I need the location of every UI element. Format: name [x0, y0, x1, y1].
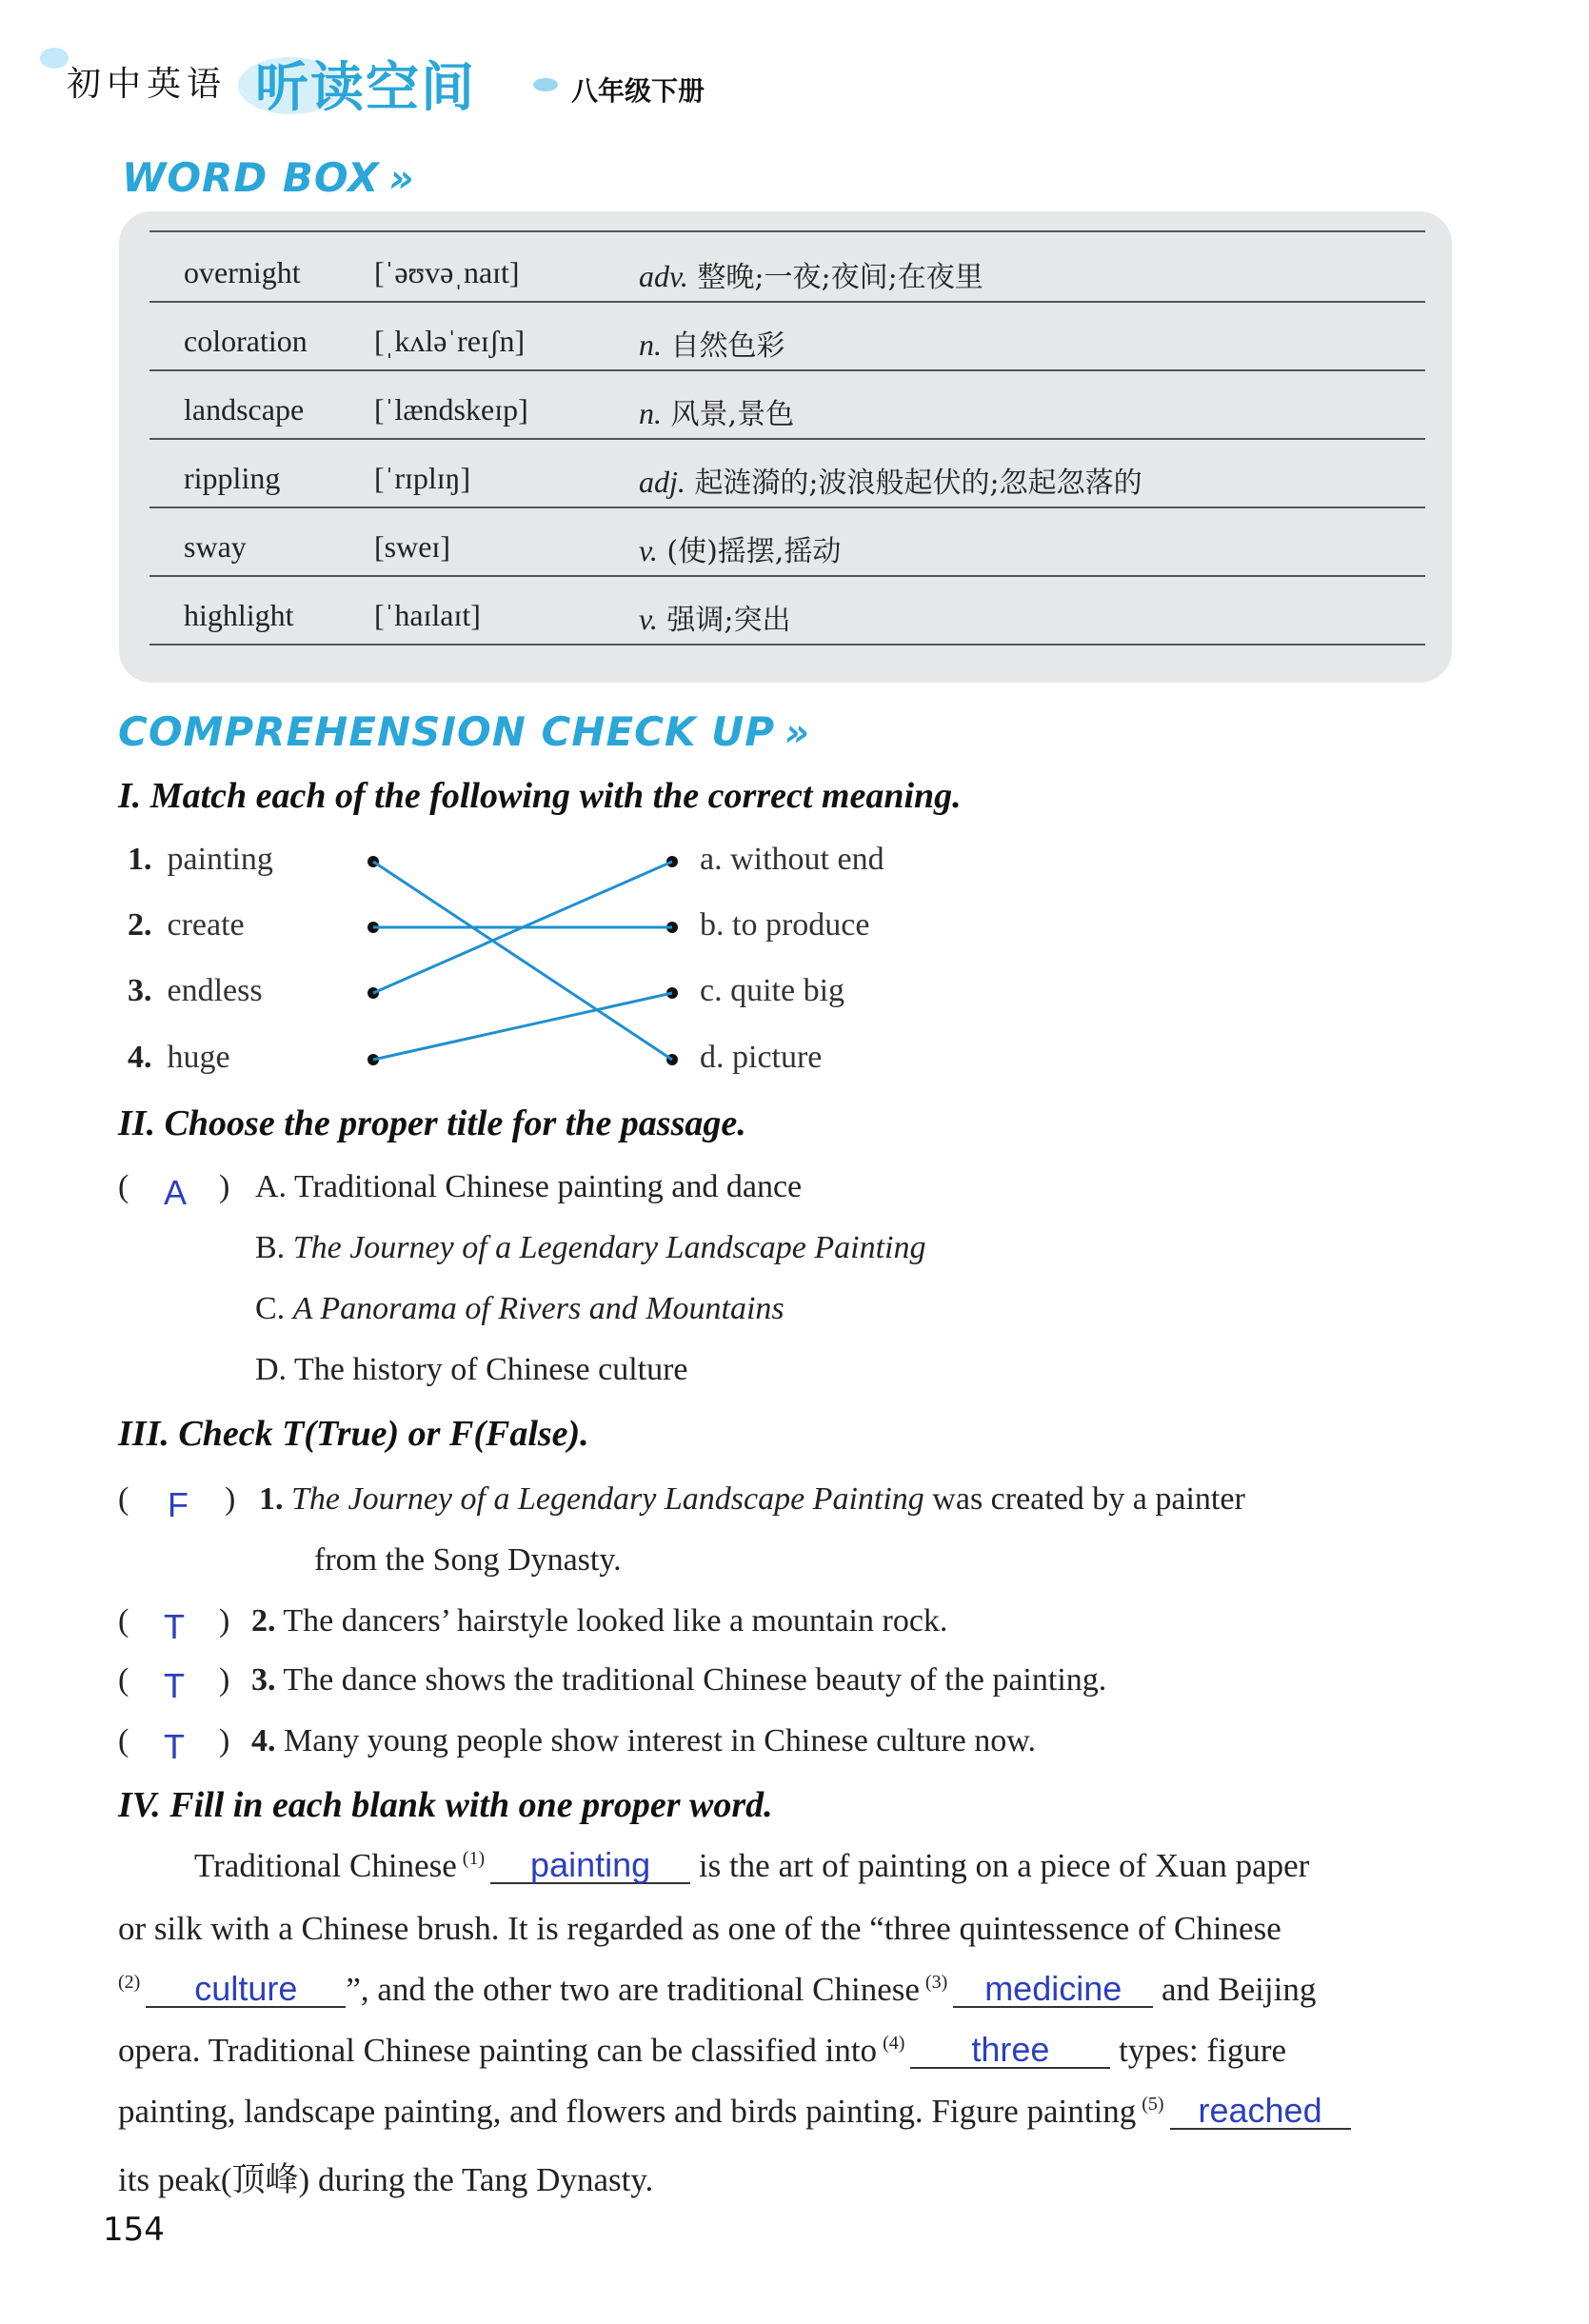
word-box-title: WORD BOX [122, 154, 380, 201]
match-line [373, 862, 672, 1060]
double-chevron-icon: » [388, 157, 415, 201]
double-chevron-icon: » [785, 711, 811, 755]
passage-text: types: figure [1119, 2032, 1287, 2069]
entry-pronunciation: [ˈəʊvəˌnaɪt] [374, 255, 520, 289]
blank-label: (5) [1142, 2094, 1164, 2115]
option-letter: C. [255, 1291, 286, 1326]
entry-meaning: 整晚;一夜;夜间;在夜里 [697, 261, 983, 294]
entry-meaning: 强调;突出 [666, 604, 791, 637]
answer-bracket-close: ) [219, 1662, 230, 1698]
entry-meaning: 风景,景色 [670, 398, 795, 431]
tf-answer: T [164, 1727, 185, 1766]
page-number: 154 [103, 2211, 165, 2249]
match-lines [0, 0, 1589, 1142]
entry-word: highlight [184, 598, 294, 632]
match-right-item: b. to produce [700, 907, 870, 943]
part3-instruction: III. Check T(True) or F(False). [118, 1414, 589, 1454]
entry-meaning: 自然色彩 [670, 329, 785, 363]
entry-pos: n. [639, 328, 662, 362]
match-right-item: a. without end [700, 842, 884, 877]
answer-bracket-open: ( [118, 1481, 129, 1517]
blank-1[interactable]: painting [490, 1848, 690, 1884]
passage-line [118, 1971, 1316, 2009]
answer-bracket-close: ) [219, 1169, 230, 1204]
match-right-item: d. picture [700, 1040, 823, 1075]
tf-statement [259, 1481, 1245, 1518]
blank-3[interactable]: medicine [953, 1972, 1153, 2008]
entry-word: rippling [184, 461, 281, 495]
entry-pos: adv. [639, 259, 688, 293]
passage-line: or silk with a Chinese brush. It is regarded as one of the “three quintessence of Chinese [118, 1910, 1281, 1947]
entry-pos: n. [639, 396, 662, 430]
header-brand: 听读空间 [255, 57, 476, 119]
entry-pronunciation: [ˌkʌləˈreɪʃn] [374, 324, 526, 358]
part1-instruction: I. Match each of the following with the correct meaning. [118, 776, 962, 816]
entry-word: coloration [184, 324, 308, 358]
entry-pos: adj. [639, 465, 685, 499]
item-number: 2. [128, 907, 152, 943]
tf-answer: T [164, 1607, 185, 1646]
passage-line [118, 2093, 1351, 2131]
item-number: 2. [251, 1603, 276, 1639]
answer-bracket-open: ( [118, 1662, 129, 1698]
item-text: painting [167, 842, 273, 877]
header-series: 初中英语 [67, 65, 228, 104]
passage-text: ”, and the other two are traditional Chinese [346, 1971, 920, 2008]
statement-text: The dance shows the traditional Chinese beauty of the painting. [283, 1662, 1107, 1698]
item-number: 4. [251, 1723, 276, 1758]
answer-bracket-close: ) [219, 1723, 230, 1758]
statement-title: The Journey of a Legendary Landscape Painting [291, 1481, 924, 1517]
option-a [255, 1169, 802, 1205]
tf-statement [251, 1723, 1036, 1759]
blank-5[interactable]: reached [1170, 2094, 1351, 2130]
option-letter: A. [255, 1169, 288, 1204]
item-number: 4. [128, 1040, 152, 1075]
match-right-item: c. quite big [700, 973, 845, 1008]
item-text: create [167, 907, 245, 943]
entry-pronunciation: [ˈlændskeɪp] [374, 392, 528, 427]
item-number: 1. [128, 842, 152, 877]
item-number: 3. [128, 973, 152, 1008]
statement-text: was created by a painter [932, 1481, 1245, 1517]
item-text: huge [167, 1040, 230, 1075]
blank-2[interactable]: culture [146, 1972, 346, 2008]
passage-line: its peak(顶峰) during the Tang Dynasty. [118, 2161, 654, 2198]
tf-statement-continued: from the Song Dynasty. [314, 1542, 622, 1578]
blank-label: (3) [924, 1972, 948, 1994]
passage-text: and Beijing [1161, 1971, 1317, 2008]
entry-word: overnight [184, 255, 301, 289]
passage-text: opera. Traditional Chinese painting can be classified into [118, 2032, 878, 2069]
answer-bracket-close: ) [219, 1603, 230, 1639]
option-text: The history of Chinese culture [293, 1352, 688, 1387]
tf-statement [251, 1662, 1106, 1698]
statement-text: Many young people show interest in Chinese culture now. [284, 1723, 1037, 1758]
answer-bracket-open: ( [118, 1603, 129, 1639]
part2-answer: A [164, 1173, 188, 1212]
item-number: 1. [259, 1481, 284, 1517]
option-c [255, 1291, 785, 1327]
option-d [255, 1352, 688, 1388]
comprehension-title: COMPREHENSION CHECK UP [118, 708, 776, 755]
blank-label: (4) [883, 2033, 905, 2055]
part2-instruction: II. Choose the proper title for the passage. [118, 1103, 746, 1143]
entry-pos: v. [639, 602, 658, 636]
passage-line [194, 1847, 1309, 1885]
option-text: A Panorama of Rivers and Mountains [292, 1291, 785, 1326]
option-letter: B. [255, 1230, 286, 1265]
entry-meaning: (使)摇摆,摇动 [666, 535, 842, 568]
option-text: The Journey of a Legendary Landscape Painting [292, 1230, 926, 1265]
option-text: Traditional Chinese painting and dance [293, 1169, 803, 1204]
entry-word: sway [184, 529, 247, 564]
tf-answer: T [164, 1666, 185, 1705]
blank-label: (2) [118, 1972, 141, 1994]
passage-text: Traditional Chinese [194, 1847, 457, 1884]
tf-answer: F [168, 1485, 189, 1524]
passage-text: is the art of painting on a piece of Xuan paper [698, 1847, 1310, 1884]
entry-pronunciation: [ˈhaɪlaɪt] [374, 598, 481, 632]
statement-text: The dancers’ hairstyle looked like a mountain rock. [283, 1603, 948, 1639]
option-letter: D. [255, 1352, 288, 1387]
match-line [373, 993, 672, 1060]
part4-instruction: IV. Fill in each blank with one proper word. [118, 1785, 773, 1825]
entry-pronunciation: [sweɪ] [374, 529, 450, 564]
answer-bracket-close: ) [225, 1481, 236, 1517]
answer-bracket-open: ( [118, 1169, 129, 1204]
passage-text: painting, landscape painting, and flowers and birds painting. Figure painting [118, 2093, 1137, 2130]
blank-4[interactable]: three [910, 2033, 1110, 2069]
item-number: 3. [251, 1662, 276, 1698]
option-b [255, 1230, 925, 1266]
header-grade: 八年级下册 [571, 75, 705, 107]
passage-line [118, 2032, 1286, 2070]
tf-statement [251, 1603, 947, 1639]
entry-pronunciation: [ˈrɪplɪŋ] [374, 461, 471, 495]
blank-label: (1) [462, 1848, 486, 1870]
entry-meaning: 起涟漪的;波浪般起伏的;忽起忽落的 [694, 467, 1142, 500]
entry-pos: v. [639, 533, 658, 567]
entry-word: landscape [184, 392, 305, 427]
answer-bracket-open: ( [118, 1723, 129, 1758]
item-text: endless [167, 973, 263, 1008]
